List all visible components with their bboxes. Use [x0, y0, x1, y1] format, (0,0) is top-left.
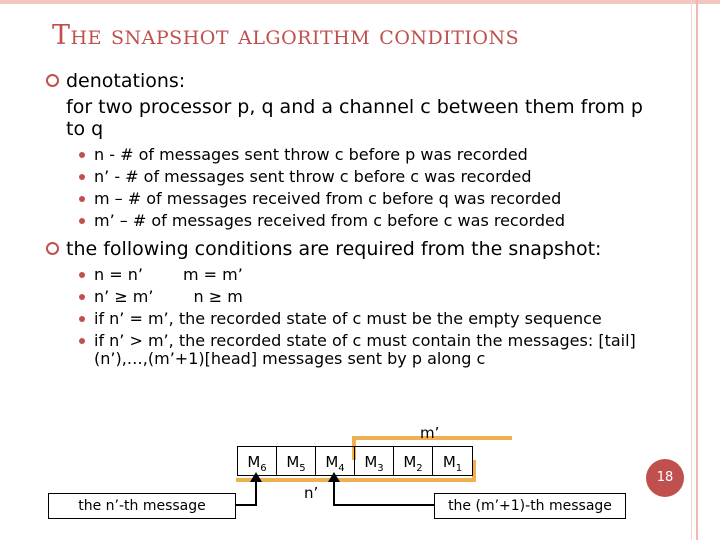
- condition-right: m = m’: [182, 265, 243, 284]
- bullet-text: denotations:: [66, 70, 186, 92]
- arrow-left-icon: [236, 472, 262, 505]
- slide-title: The snapshot algorithm conditions: [52, 20, 520, 51]
- denotations-description: for two processor p, q and a channel c between them from p to q: [66, 96, 643, 140]
- bullet-text: the following conditions are required from the snapshot:: [66, 238, 602, 260]
- message-cell: $M_6$: [238, 447, 277, 475]
- condition-left: n’ ≥ m’: [94, 287, 154, 306]
- condition-right: n ≥ m: [193, 287, 243, 306]
- page-number-badge: 18: [646, 459, 684, 497]
- condition-left: n = n’: [94, 265, 143, 284]
- n-prime-label: n’: [304, 484, 319, 502]
- m-plus-one-message-label: the (m’+1)-th message: [434, 493, 626, 519]
- sub-bullet-text: if n’ > m’, the recorded state of c must contain the messages: [tail] (n’),…,(m’+1)[head] messages sent by p along c: [94, 331, 636, 368]
- sub-bullet-text: n - # of messages sent throw c before p was recorded: [94, 145, 528, 164]
- sub-bullet-text: m – # of messages received from c before q was recorded: [94, 189, 562, 208]
- message-cell: $M_2$: [394, 447, 433, 475]
- message-cell: $M_1$: [442, 453, 463, 474]
- m-prime-label: m’: [420, 424, 440, 442]
- nth-message-label: the n’-th message: [48, 493, 236, 519]
- message-cell: $M_4$: [316, 447, 355, 475]
- sub-bullet-text: m’ – # of messages received from c before c was recorded: [94, 211, 565, 230]
- message-cell: $M_3$: [355, 447, 394, 475]
- message-cell: $M_5$: [277, 447, 316, 475]
- message-queue: [237, 446, 473, 476]
- sub-bullet-text: n’ - # of messages sent throw c before c was recorded: [94, 167, 532, 186]
- arrow-right-icon: [328, 472, 434, 505]
- sub-bullet-text: if n’ = m’, the recorded state of c must be the empty sequence: [94, 309, 602, 328]
